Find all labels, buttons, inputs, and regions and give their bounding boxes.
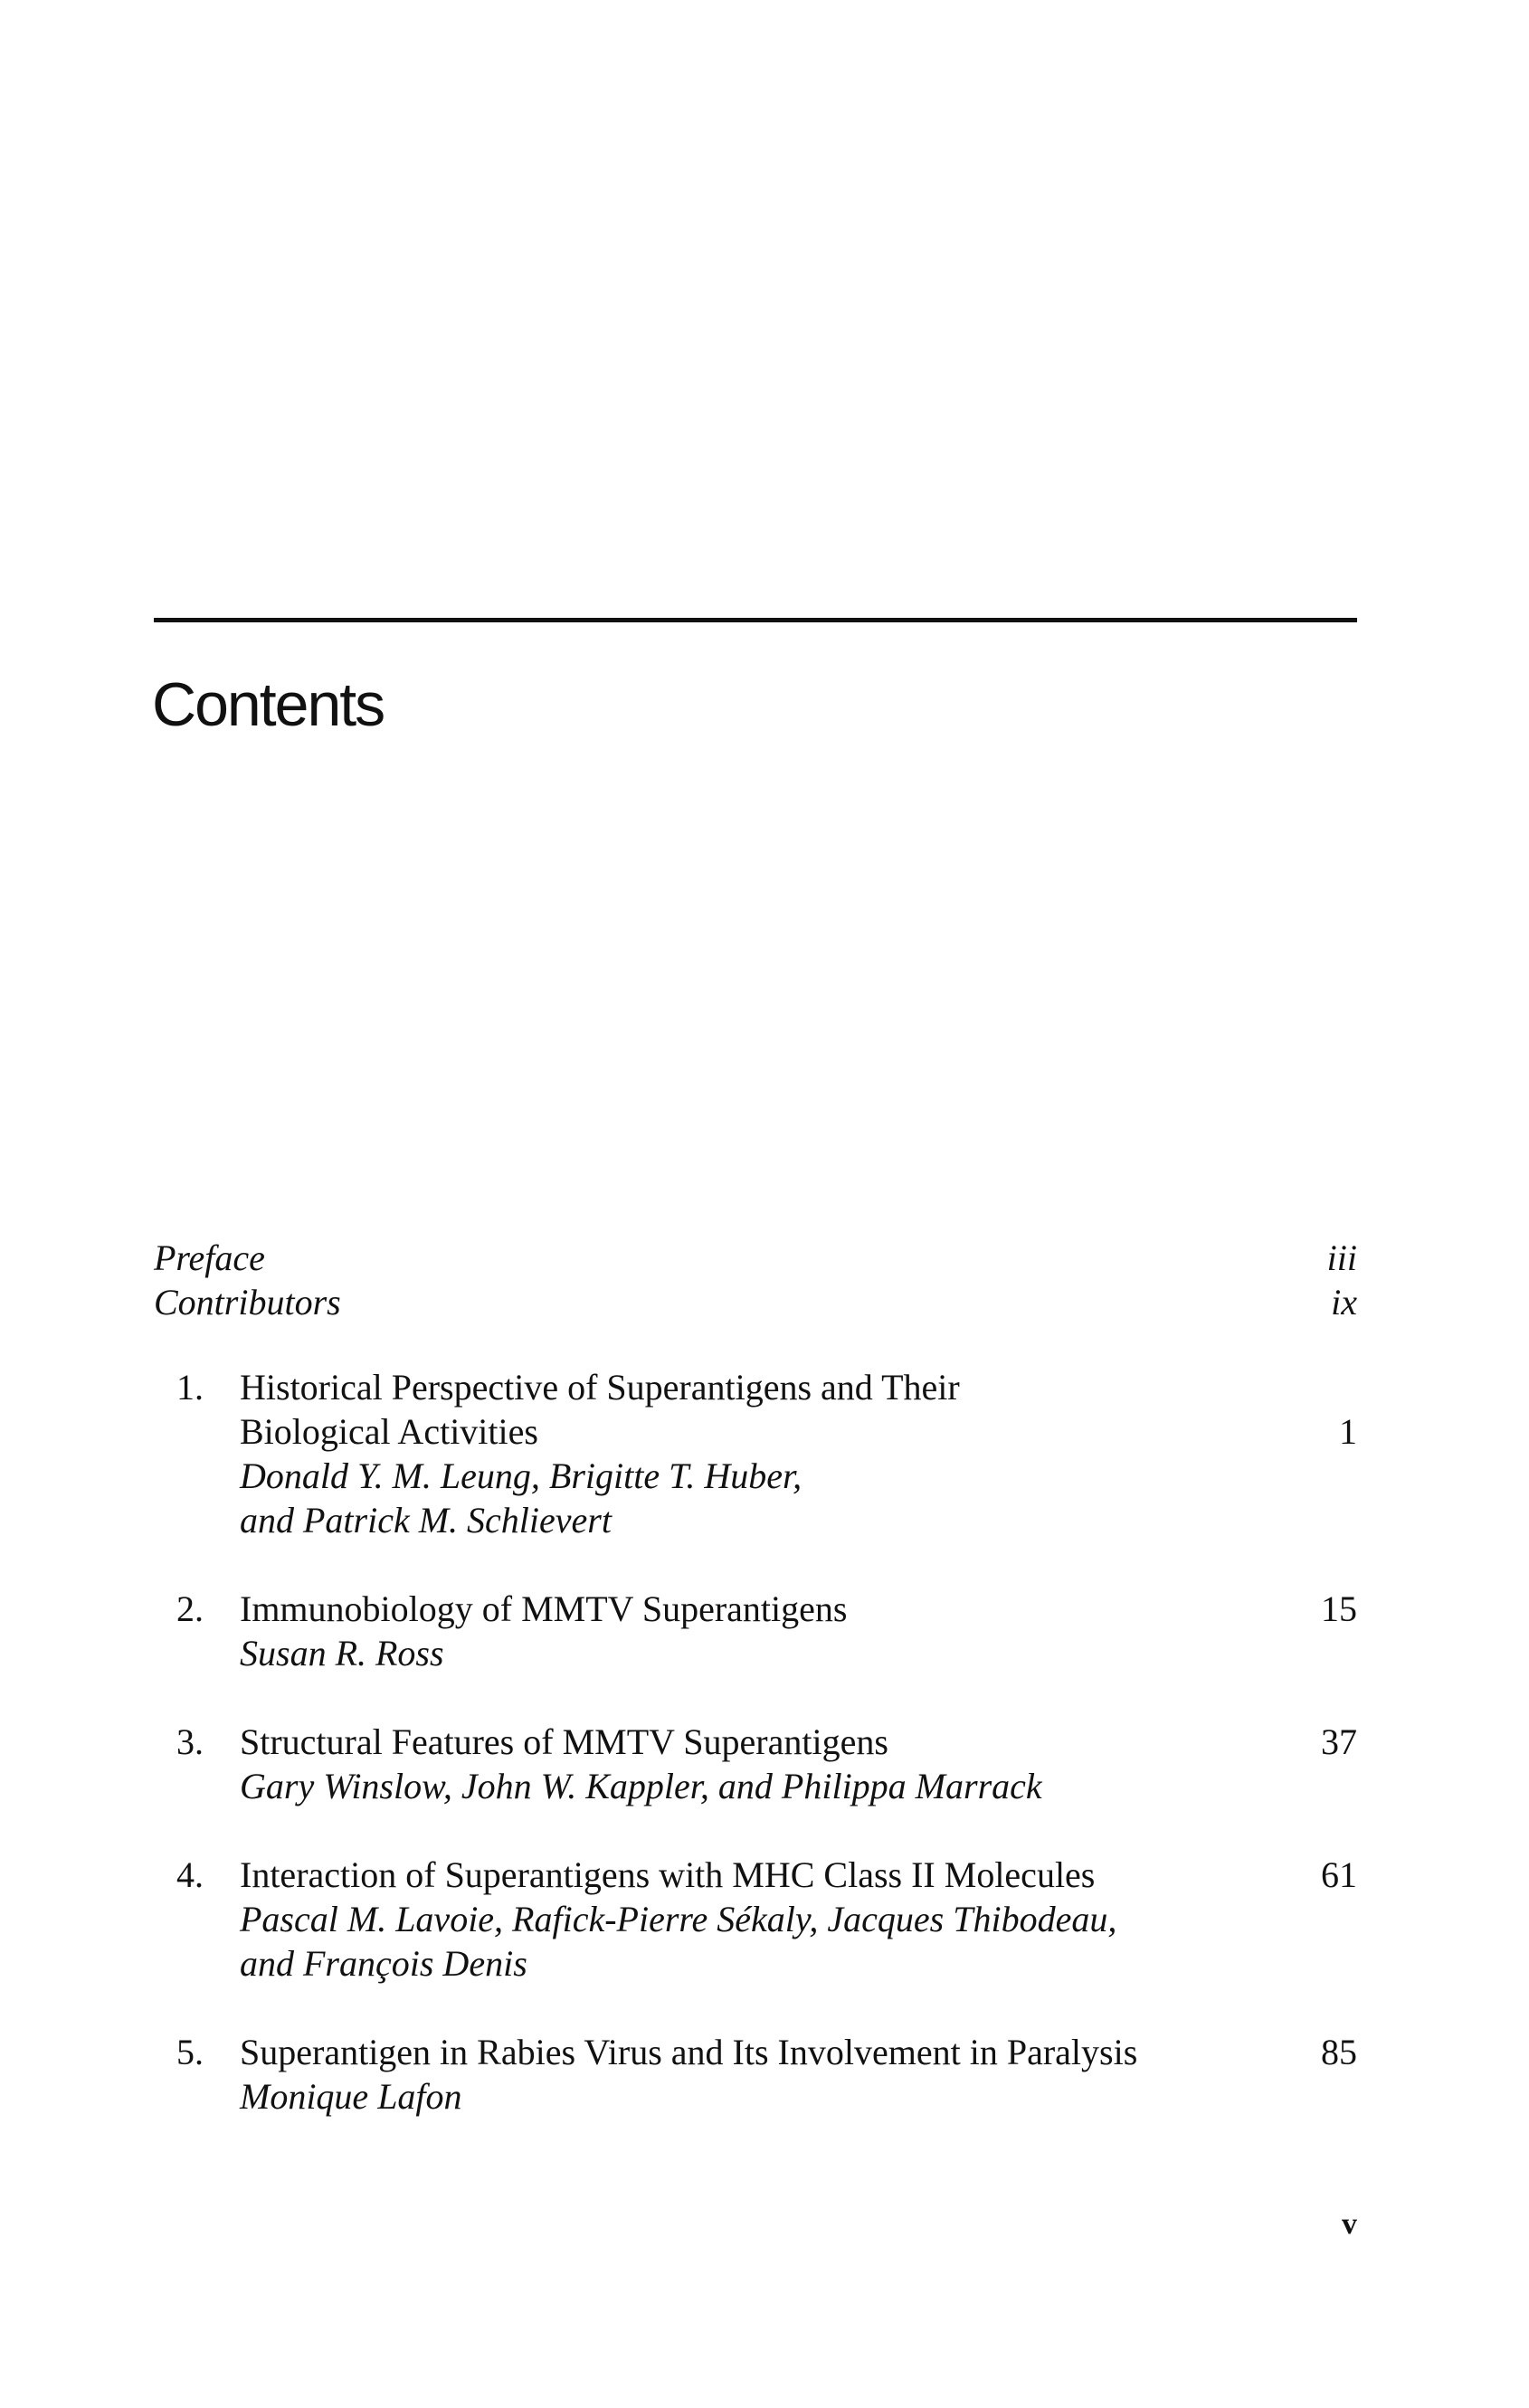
chapter-title: Historical Perspective of Superantigens and Their <box>240 1367 960 1408</box>
toc-chapter-1[interactable] <box>154 1365 1357 1542</box>
chapter-authors: Gary Winslow, John W. Kappler, and Philippa Marrack <box>240 1766 1042 1806</box>
toc-entry-label: Contributors <box>154 1282 341 1323</box>
page-number: v <box>1342 2207 1357 2241</box>
chapter-body <box>240 2030 1249 2119</box>
chapter-page: 61 <box>1321 1854 1357 1895</box>
chapter-title: Structural Features of MMTV Superantigens <box>240 1721 888 1762</box>
toc-entry-page: iii <box>1326 1237 1357 1278</box>
chapter-page: 37 <box>1321 1721 1357 1762</box>
table-of-contents <box>154 1236 1357 2163</box>
chapter-number: 1. <box>176 1367 204 1408</box>
toc-chapter-5[interactable] <box>154 2030 1357 2119</box>
chapter-title: Superantigen in Rabies Virus and Its Involvement in Paralysis <box>240 2032 1138 2072</box>
chapter-authors: and François Denis <box>240 1943 527 1984</box>
toc-entry-page: ix <box>1331 1282 1357 1323</box>
toc-chapter-2[interactable] <box>154 1587 1357 1675</box>
chapter-page: 85 <box>1321 2032 1357 2072</box>
chapter-body <box>240 1853 1249 1986</box>
front-matter <box>154 1236 1357 1324</box>
chapter-title: Immunobiology of MMTV Superantigens <box>240 1588 848 1629</box>
chapter-authors: Donald Y. M. Leung, Brigitte T. Huber, <box>240 1455 802 1496</box>
chapter-number: 4. <box>176 1854 204 1895</box>
toc-entry-contributors[interactable] <box>154 1280 1357 1324</box>
chapter-body <box>240 1587 1249 1675</box>
chapter-title: Biological Activities <box>240 1411 538 1452</box>
chapter-body <box>240 1365 1249 1542</box>
header-rule <box>154 618 1357 622</box>
chapter-authors: Pascal M. Lavoie, Rafick-Pierre Sékaly, Jacques Thibodeau, <box>240 1899 1117 1939</box>
toc-chapter-3[interactable] <box>154 1720 1357 1808</box>
chapter-authors: Susan R. Ross <box>240 1633 444 1673</box>
chapter-number: 3. <box>176 1721 204 1762</box>
chapter-authors: and Patrick M. Schlievert <box>240 1500 612 1541</box>
chapter-title: Interaction of Superantigens with MHC Class II Molecules <box>240 1854 1096 1895</box>
chapter-body <box>240 1720 1249 1808</box>
chapter-number: 5. <box>176 2032 204 2072</box>
chapter-page: 1 <box>1339 1411 1357 1452</box>
page-title: Contents <box>152 670 385 739</box>
chapter-page: 15 <box>1321 1588 1357 1629</box>
toc-chapter-4[interactable] <box>154 1853 1357 1986</box>
toc-entry-label: Preface <box>154 1237 265 1278</box>
toc-entry-preface[interactable] <box>154 1236 1357 1280</box>
chapter-number: 2. <box>176 1588 204 1629</box>
chapter-authors: Monique Lafon <box>240 2076 462 2117</box>
